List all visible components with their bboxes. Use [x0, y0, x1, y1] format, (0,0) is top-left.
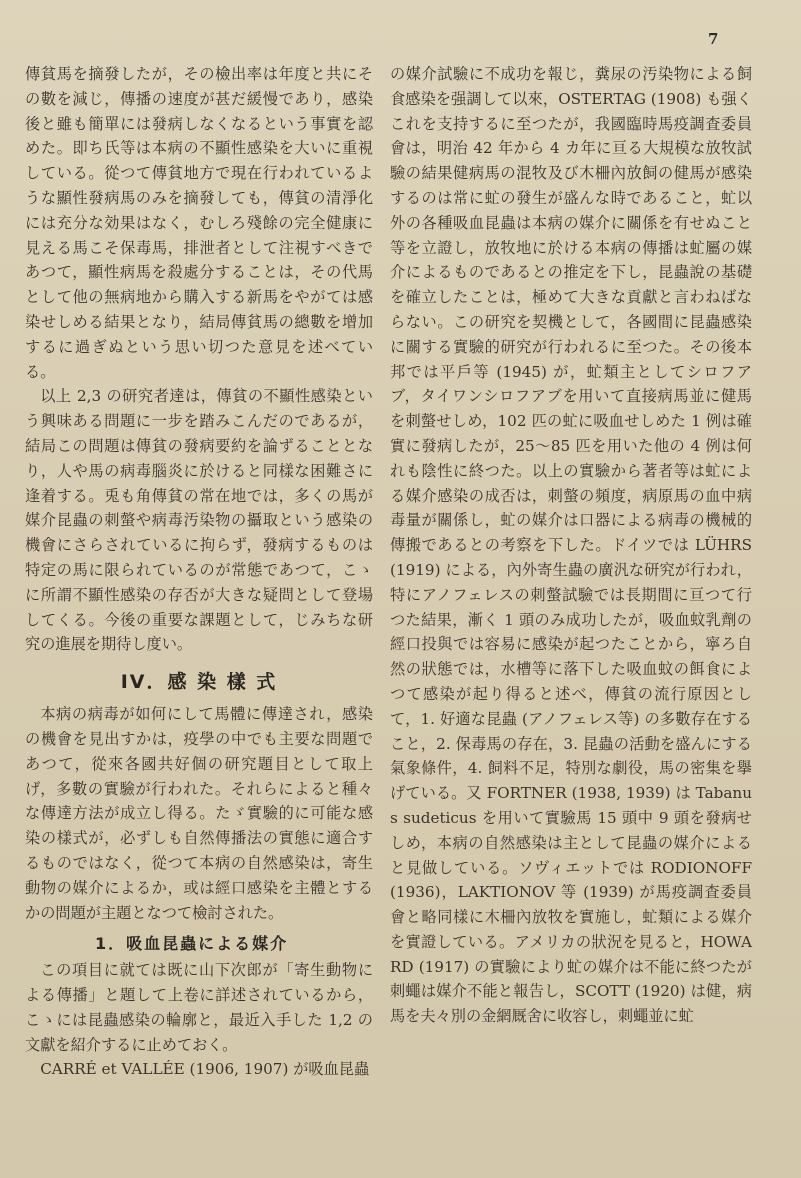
page-number: 7: [708, 30, 719, 48]
paragraph: 以上 2,3 の研究者達は，傳貧の不顯性感染という興味ある問題に一步を踏みこんだのであるが，結局この問題は傳貧の發病要約を論ずることとなり，人や馬の病毒腦炎に於けると同樣な困難さに逢着する。兎も角傳貧の常在地では，多くの馬が媒介昆蟲の刺螫や病毒汚染物の攝取という感染の機會にさらされているに拘らず，發病するものは特定の馬に限られているのが常態であつて，こゝに所謂不顯性感染の存否が大きな疑問として登場してくる。今後の重要な課題として，じみちな研究の進展を期待し度い。: [25, 387, 373, 654]
paragraph: この項目に就ては既に山下次郎が「寄生動物による傳播」と題して上卷に詳述されているから，こゝには昆蟲感染の輪廓と，最近入手した 1,2 の文獻を紹介するに止めておく。: [25, 961, 373, 1054]
paragraph: 傳貧馬を摘發したが，その檢出率は年度と共にその數を減じ，傳播の速度が甚だ緩慢であり，感染後と雖も簡單には發病しなくなるという事實を認めた。即ち氏等は本病の不顯性感染を大いに重視している。從つて傳貧地方で現在行われているような顯性發病馬のみを摘發しても，傳貧の清淨化には充分な効果はなく，むしろ殘餘の完全健康に見える馬こそ保毒馬，排泄者として注視すべきであつて，顯性病馬を殺處分することは，その代馬として他の無病地から購入する新馬をやがては感染せしめる結果となり，結局傳貧馬の總數を增加するに過ぎぬという思い切つた意見を述べている。: [25, 65, 373, 381]
paragraph: 本病の病毒が如何にして馬體に傳達され，感染の機會を見出すかは，疫學の中でも主要な問題であつて，從來各國共好個の研究題目として取上げ，多數の實驗が行われた。それらによると種々な傳達方法が成立し得る。たゞ實驗的に可能な感染の樣式が，必ずしも自然傳播法の實態に適合するものではなく，從つて本病の自然感染は，寄生動物の媒介によるか，或は經口感染を主體とするかの問題が主題となつて檢討された。: [25, 705, 373, 922]
right-column: [390, 62, 752, 1029]
section-heading: IV．感 染 樣 式: [120, 671, 278, 694]
subsection-heading: 1．吸血昆蟲による媒介: [95, 934, 289, 954]
paragraph: CARRÉ et VALLÉE (1906, 1907) が吸血昆蟲: [40, 1060, 370, 1079]
paragraph: の媒介試驗に不成功を報じ，糞尿の汚染物による飼食感染を强調して以來，OSTERTAG (1908) も强くこれを支持するに至つたが，我國臨時馬疫調査委員會は，明治 42 年から 4 カ年に亘る大規模な放牧試驗の結果健病馬の混牧及び木柵內放飼の健馬が感染するのは常に虻の發生が盛んな時であること，虻以外の各種吸血昆蟲は本病の媒介に關係を有せぬこと等を立證し，放牧地に於ける本病の傳播は虻屬の媒介によるものであるとの推定を下し，昆蟲說の基礎を確立したことは，極めて大きな貢獻と言わねばならない。この研究を契機として，各國間に昆蟲感染に關する實驗的研究が行われるに至つた。その後本邦では平戶等 (1945) が，虻類主としてシロフアブ，タイワンシロフアブを用いて直接病馬並に健馬を刺螫せしめ，102 匹の虻に吸血せしめた 1 例は確實に發病したが，25～85 匹を用いた他の 4 例は何れも陰性に終つた。以上の實驗から著者等は虻による媒介感染の成否は，刺螫の頻度，病原馬の血中病毒量が關係し，虻の媒介は口器による病毒の機械的傳搬であるとの考察を下した。ドイツでは LÜHRS(1919) による，內外寄生蟲の廣汎な研究が行われ，特にアノフェレスの刺螫試驗では長期間に亘つて行つた結果，漸く 1 頭のみ成功したが，吸血蚊乳劑の經口投與では容易に感染が起つたことから，寧ろ自然の狀態では，水槽等に落下した吸血蚊の餌食によつて感染が起り得ると述べ，傳貧の流行原因として，1. 好適な昆蟲 (アノフェレス等) の多數存在すること，2. 保毒馬の存在，3. 昆蟲の活動を盛んにする氣象條件，4. 飼料不足，特別な劇役，馬の密集を擧げている。又 FORTNER (1938, 1939) は Tabanus sudeticus を用いて實驗馬 15 頭中 9 頭を發病せしめ，本病の自然感染は主として昆蟲の媒介によると見做している。ソヴィエットでは RODIONOFF (1936)，LAKTIONOV 等 (1939) が馬疫調査委員會と略同樣に木柵內放牧を實施し，虻類による媒介を實證している。アメリカの狀況を見ると，HOWARD (1917) の實驗により虻の媒介は不能に終つたが刺蠅は媒介不能と報告し，SCOTT (1920) は健，病馬を夫々別の金網厩舍に收容し，刺蠅並に虻: [390, 65, 752, 1026]
left-column: [25, 62, 373, 1082]
